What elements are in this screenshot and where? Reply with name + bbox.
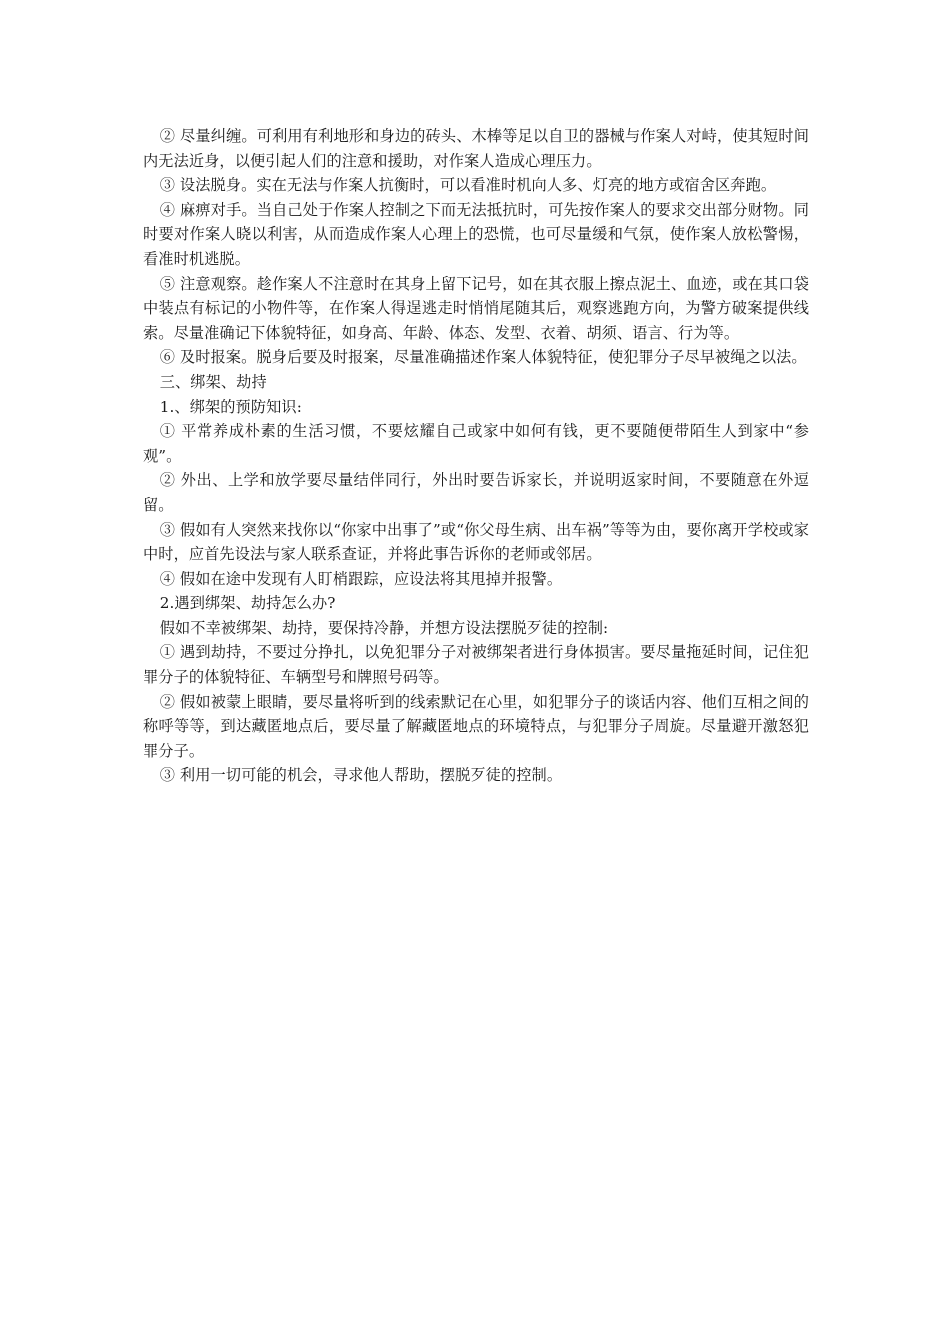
paragraph-prevention-2: ② 外出、上学和放学要尽量结伴同行，外出时要告诉家长，并说明返家时间，不要随意在外逗留。 xyxy=(143,471,809,514)
paragraph-observe: ⑤ 注意观察。趁作案人不注意时在其身上留下记号，如在其衣服上擦点泥土、血迹，或在其口袋中装点有标记的小物件等，在作案人得逞逃走时悄悄尾随其后，观察逃跑方向，为警方破案提供线索。尽量准确记下体貌特征，如身高、年龄、体态、发型、衣着、胡须、语言、行为等。 xyxy=(143,274,809,342)
section-heading-kidnapping: 三、绑架、劫持 xyxy=(159,372,267,391)
paragraph-response-1: ① 遇到劫持，不要过分挣扎，以免犯罪分子对被绑架者进行身体损害。要尽量拖延时间，记住犯罪分子的体貌特征、车辆型号和牌照号码等。 xyxy=(143,643,809,687)
paragraph-numb-opponent: ④ 麻痹对手。当自己处于作案人控制之下而无法抵抗时，可先按作案人的要求交出部分财物。同时要对作案人晓以利害，从而造成作案人心理上的恐慌，也可尽量缓和气氛，使作案人放松警惕，看准时机逃脱。 xyxy=(143,200,809,268)
document-body xyxy=(143,124,809,788)
subheading-prevention: 1.、绑架的预防知识: xyxy=(159,397,302,416)
paragraph-response-3: ③ 利用一切可能的机会，寻求他人帮助，摆脱歹徒的控制。 xyxy=(159,766,563,785)
paragraph-escape: ③ 设法脱身。实在无法与作案人抗衡时，可以看准时机向人多、灯亮的地方或宿舍区奔跑。 xyxy=(159,176,777,195)
paragraph-response-2: ② 假如被蒙上眼睛，要尽量将听到的线索默记在心里，如犯罪分子的谈话内容、他们互相之间的称呼等等，到达藏匿地点后，要尽量了解藏匿地点的环境特点，与犯罪分子周旋。尽量避开激怒犯罪分子。 xyxy=(143,692,809,760)
paragraph-entangle: ② 尽量纠缠。可利用有利地形和身边的砖头、木棒等足以自卫的器械与作案人对峙，使其短时间内无法近身，以便引起人们的注意和援助，对作案人造成心理压力。 xyxy=(143,127,809,170)
paragraph-intro-calm: 假如不幸被绑架、劫持，要保持冷静，并想方设法摆脱歹徒的控制: xyxy=(159,618,609,637)
paragraph-prevention-4: ④ 假如在途中发现有人盯梢跟踪，应设法将其甩掉并报警。 xyxy=(159,569,563,588)
subheading-what-to-do: 2.遇到绑架、劫持怎么办? xyxy=(159,594,336,613)
paragraph-prevention-3: ③ 假如有人突然来找你以“你家中出事了”或“你父母生病、出车祸”等等为由，要你离开学校或家中时，应首先设法与家人联系查证，并将此事告诉你的老师或邻居。 xyxy=(143,520,809,564)
paragraph-report: ⑥ 及时报案。脱身后要及时报案，尽量准确描述作案人体貌特征，使犯罪分子尽早被绳之以法。 xyxy=(159,348,807,367)
paragraph-prevention-1: ① 平常养成朴素的生活习惯，不要炫耀自己或家中如何有钱，更不要随便带陌生人到家中“参观”。 xyxy=(143,422,809,465)
